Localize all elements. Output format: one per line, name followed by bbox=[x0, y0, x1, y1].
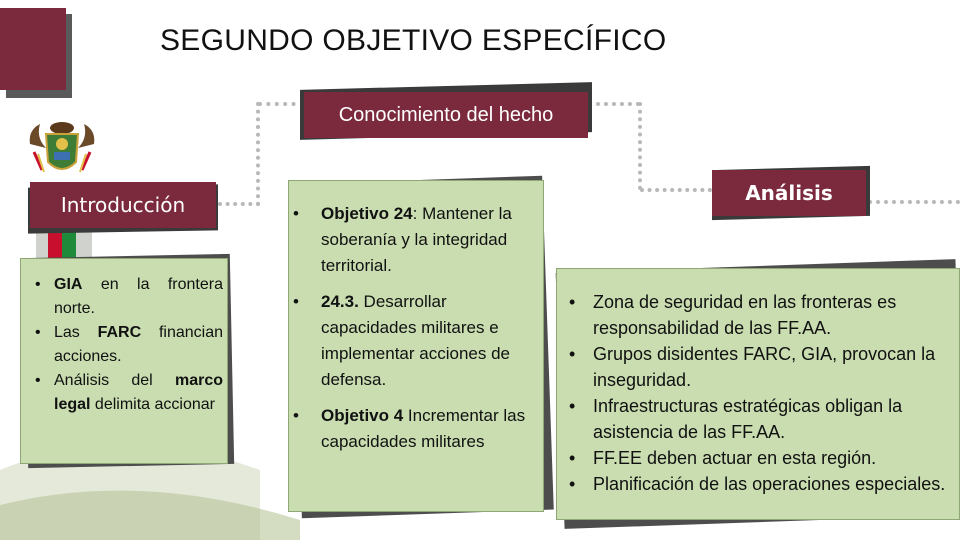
objectives-list bbox=[291, 201, 537, 455]
list-item: • Planificación de las operaciones especiales. bbox=[561, 471, 955, 497]
connector-to-analisis bbox=[640, 188, 712, 192]
intro-list bbox=[29, 273, 223, 417]
objectives-card bbox=[288, 180, 544, 512]
bullet-icon: • bbox=[35, 276, 41, 293]
list-item: • Zona de seguridad en las fronteras es responsabilidad de las FF.AA. bbox=[561, 289, 955, 341]
analysis-list bbox=[561, 289, 955, 497]
analisis-header: Análisis bbox=[712, 170, 866, 216]
list-item: • 24.3. Desarrollar capacidades militares e implementar acciones de defensa. bbox=[291, 289, 537, 393]
connector-to-intro bbox=[218, 202, 260, 206]
page-title: SEGUNDO OBJETIVO ESPECÍFICO bbox=[160, 24, 667, 57]
list-item: • Grupos disidentes FARC, GIA, provocan la inseguridad. bbox=[561, 341, 955, 393]
bullet-icon: • bbox=[569, 344, 576, 364]
conocimiento-header: Conocimiento del hecho bbox=[304, 92, 588, 138]
list-item: • FF.EE deben actuar en esta región. bbox=[561, 445, 955, 471]
introduccion-header: Introducción bbox=[30, 182, 216, 228]
bullet-icon: • bbox=[293, 292, 299, 311]
bullet-icon: • bbox=[293, 204, 299, 223]
connector-right-vertical bbox=[638, 102, 642, 190]
connector-top-left bbox=[258, 102, 304, 106]
title-accent-square bbox=[0, 8, 66, 90]
list-item: • GIA en la frontera norte. bbox=[29, 273, 223, 321]
list-item: • Infraestructuras estratégicas obligan la asistencia de las FF.AA. bbox=[561, 393, 955, 445]
intro-card bbox=[20, 258, 228, 464]
bullet-icon: • bbox=[35, 324, 41, 341]
list-item: • Análisis del marco legal delimita accionar bbox=[29, 369, 223, 417]
analysis-card bbox=[556, 268, 960, 520]
connector-top-right bbox=[588, 102, 640, 106]
coat-of-arms-emblem-icon bbox=[26, 118, 98, 182]
connector-left-vertical bbox=[256, 102, 260, 206]
bullet-icon: • bbox=[569, 292, 576, 312]
bullet-icon: • bbox=[293, 406, 299, 425]
list-item: • Objetivo 24: Mantener la soberanía y la integridad territorial. bbox=[291, 201, 537, 279]
bullet-icon: • bbox=[569, 448, 576, 468]
connector-analisis-right bbox=[868, 200, 960, 204]
list-item: • Objetivo 4 Incrementar las capacidades militares bbox=[291, 403, 537, 455]
bullet-icon: • bbox=[569, 474, 576, 494]
list-item: • Las FARC financian acciones. bbox=[29, 321, 223, 369]
bullet-icon: • bbox=[35, 372, 41, 389]
bullet-icon: • bbox=[569, 396, 576, 416]
